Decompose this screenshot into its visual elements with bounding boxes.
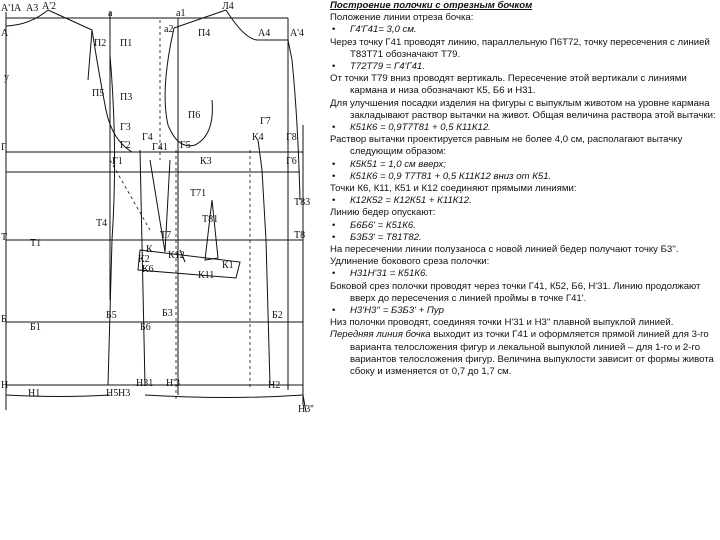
paragraph-8: На пересечении линии полузаноса с новой линией бедер получают точку Б3''. — [330, 244, 679, 256]
label-H5: Н5 — [106, 388, 119, 399]
label-K2: К2 — [138, 254, 150, 265]
label-a1: а1 — [176, 8, 186, 19]
formula-4: • К5К51 = 1,0 см вверх; — [330, 159, 718, 171]
label-K12: К12 — [168, 250, 185, 261]
formula-9: • Н31Н'31 = К51К6. — [330, 268, 718, 280]
label-A3: А3 — [26, 3, 39, 14]
label-A2: А'2 — [42, 1, 57, 12]
formula-5: • К51К6 = 0,9 Т7Т81 + 0,5 К11К12 вниз от К51. — [330, 171, 718, 183]
label-H2: Н2 — [268, 380, 281, 391]
label-T83: Т83 — [294, 197, 311, 208]
label-A: А — [14, 3, 22, 14]
paragraph-10: Боковой срез полочки проводят через точки Г41, К52, Б6, Н'31. Линию продолжают вверх до пересечения с линией проймы в точке Г41'. — [330, 280, 701, 304]
label-H3b: Н'3 — [166, 378, 181, 389]
label-P5: П5 — [92, 88, 105, 99]
label-B6: Б6 — [140, 322, 151, 333]
label-G4: Г4 — [142, 132, 153, 143]
paragraph-12-lead: Передняя линия бочка — [330, 329, 431, 341]
label-T: Т — [1, 232, 8, 243]
label-G2: Г2 — [120, 140, 131, 151]
paragraph-11: Низ полочки проводят, соединяя точки Н'31 и Н3'' плавной выпуклой линией. — [330, 317, 674, 329]
pattern-lines — [6, 10, 306, 412]
label-P6: П6 — [188, 110, 201, 121]
label-K1: К1 — [222, 260, 234, 271]
label-P2: П2 — [94, 38, 107, 49]
formula-6: • К12К52 = К12К51 + К11К12. — [330, 195, 718, 207]
label-G41: Г41 — [152, 142, 168, 153]
section-title: Построение полочки с отрезным бочком — [330, 0, 533, 11]
label-H3c: Н3'' — [298, 404, 314, 415]
label-A5: А — [1, 28, 9, 39]
formula-3: • К51К6 = 0,9Т7Т81 + 0,5 К11К12. — [330, 122, 718, 134]
label-G: Г — [1, 142, 7, 153]
pattern-drawing — [0, 0, 322, 420]
paragraph-7: Линию бедер опускают: — [330, 207, 436, 219]
label-T4: Т4 — [96, 218, 108, 229]
label-K11: К11 — [198, 270, 215, 281]
label-P3: П3 — [120, 92, 133, 103]
label-G5: Г5 — [180, 140, 191, 151]
label-K6: К6 — [142, 264, 154, 275]
construction-text — [330, 0, 718, 540]
label-P4: П4 — [198, 28, 211, 39]
label-B5: Б5 — [106, 310, 117, 321]
formula-10: • Н3'Н3'' = Б3Б3' + Пур — [330, 305, 718, 317]
label-G1: Г1 — [112, 156, 123, 167]
label-G6: Г6 — [286, 156, 297, 167]
label-T8: Т8 — [294, 230, 306, 241]
paragraph-6: Точки К6, К11, К51 и К12 соединяют прямыми линиями: — [330, 183, 577, 195]
label-G3: Г3 — [120, 122, 131, 133]
formula-2: • Т72Т79 = Г4'Г41. — [330, 61, 718, 73]
paragraph-12 — [330, 329, 718, 378]
label-G7: Г7 — [260, 116, 271, 127]
paragraph-12-body: выходит из точки Г41 и оформляется прямой линией для 3-го варианта телосложения фигур и лекальной выпуклой линией – для 1-го и 2-го вариантов телосложения фигур. Величина выпуклости зависит от формы живота сбоку и изменяется от 0,7 до 1,7 см. — [350, 329, 714, 378]
label-T1: Т1 — [30, 238, 42, 249]
label-P1: П1 — [120, 38, 133, 49]
paragraph-5: Раствор вытачки проектируется равным не более 4,0 см, располагают вытачку следующим образом: — [330, 134, 683, 158]
paragraph-3: От точки Т79 вниз проводят вертикаль. Пересечение этой вертикали с линиями кармана и низа обозначают К5, Б6 и Н31. — [330, 73, 687, 97]
label-K4: К4 — [252, 132, 264, 143]
label-H31: Н31 — [136, 378, 154, 389]
label-B3: Б3 — [162, 308, 173, 319]
label-T81: Т81 — [202, 214, 219, 225]
label-H: Н — [1, 380, 9, 391]
formula-7: • Б6Б6' = К51К6. — [330, 220, 718, 232]
paragraph-2: Через точку Г41 проводят линию, параллельную П6Т72, точку пересечения с линией Т83Т71 обозначают Т79. — [330, 36, 710, 60]
pattern-dashed-lines — [110, 20, 250, 400]
label-L4: Л4 — [222, 1, 234, 12]
label-T71: Т71 — [190, 188, 207, 199]
label-y: у — [4, 72, 9, 83]
label-A11: А'1 — [1, 3, 16, 14]
formula-1: • Г4'Г41= 3,0 см. — [330, 24, 718, 36]
label-a-top: а — [108, 8, 113, 19]
label-A4: А4 — [258, 28, 271, 39]
paragraph-9: Удлинение бокового среза полочки: — [330, 256, 490, 268]
label-H3: Н3 — [118, 388, 131, 399]
paragraph-1: Положение линии отреза бочка: — [330, 12, 474, 24]
formula-8: • Б3Б3' = Т81Т82. — [330, 232, 718, 244]
label-a2: а2 — [164, 24, 174, 35]
label-T7: Т7 — [160, 230, 172, 241]
label-G8: Г8 — [286, 132, 297, 143]
pattern-svg — [0, 0, 322, 420]
label-B1: Б1 — [30, 322, 41, 333]
label-B2: Б2 — [272, 310, 283, 321]
label-K3: К3 — [200, 156, 212, 167]
label-B: Б — [1, 314, 7, 325]
paragraph-4: Для улучшения посадки изделия на фигуры с выпуклым животом на уровне кармана закладывают раствор вытачки на живот. Общая величина раствора этой вытачки: — [330, 97, 716, 121]
label-K: К — [146, 244, 153, 255]
label-H1: Н1 — [28, 388, 41, 399]
label-A4b: А'4 — [290, 28, 305, 39]
